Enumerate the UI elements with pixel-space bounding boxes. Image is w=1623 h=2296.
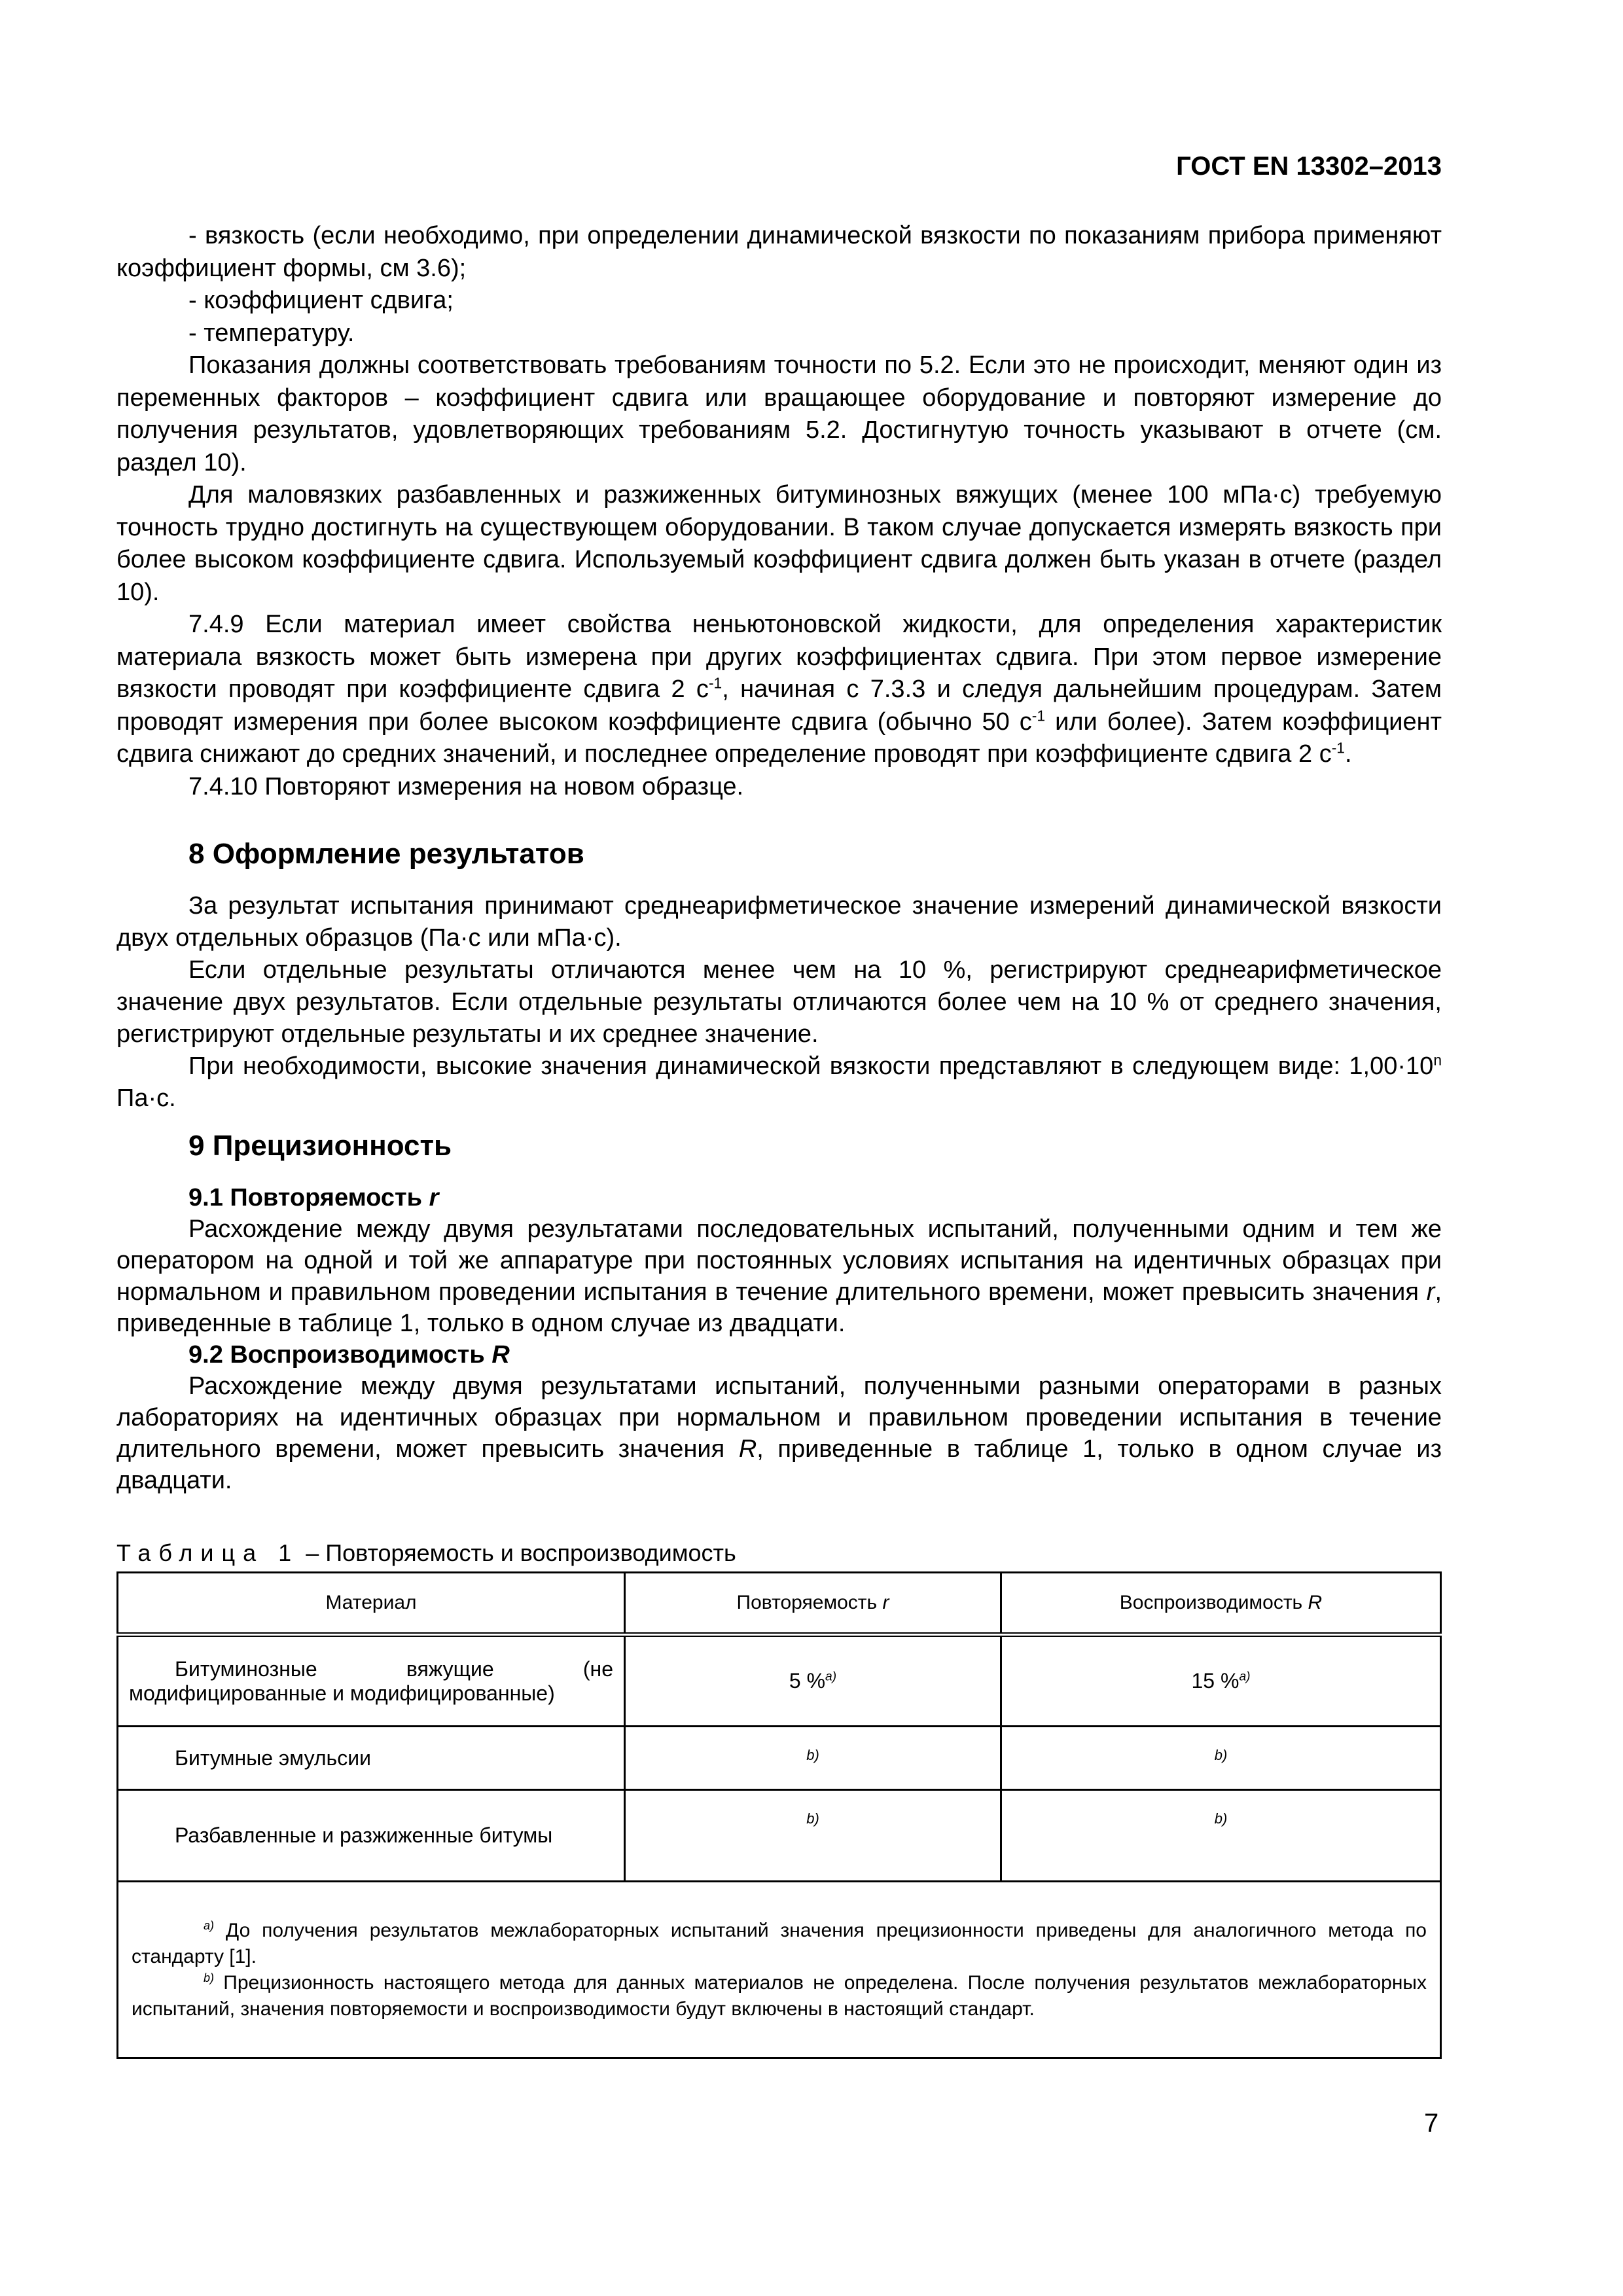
- text: или более). Затем коэффициент сдвига снижают до средних значений, и последнее определение проводят при коэффициенте сдвига 2 с: [116, 708, 1442, 768]
- page-number: 7: [1424, 2109, 1439, 2138]
- header-repeatability: [625, 1573, 1001, 1635]
- paragraph: [116, 1050, 1442, 1115]
- text: 9.2 Воспроизводимость: [188, 1341, 492, 1369]
- table-footnotes: [118, 1882, 1441, 2058]
- text: Расхождение между двумя результатами последовательных испытаний, полученными одним и тем же оператором на одной и той же аппаратуре при постоянных условиях испытания на идентичных образцах при нормальном и правильном проведении испытания в течение длительного времени, может превысить значения: [116, 1215, 1442, 1306]
- cell-material: Битуминозные вяжущие (не модифицированные и модифицированные): [118, 1635, 625, 1727]
- document-header: ГОСТ EN 13302–2013: [1176, 152, 1442, 181]
- cell-repeatability: b): [625, 1727, 1001, 1790]
- table-header-row: [118, 1573, 1441, 1635]
- header-material: Материал: [118, 1573, 625, 1635]
- text: 9.1 Повторяемость: [188, 1184, 429, 1211]
- cell-reproducibility: [1001, 1635, 1441, 1727]
- symbol: R: [738, 1435, 757, 1463]
- paragraph: - коэффициент сдвига;: [188, 287, 454, 314]
- table-row: [118, 1635, 1441, 1727]
- text: 15 %: [1191, 1669, 1240, 1693]
- text: , начиная с 7.3.3 и следуя дальнейшим процедурам. Затем проводят измерения при более высоком коэффициенте сдвига (обычно 50 с: [116, 675, 1442, 736]
- cell-repeatability: b): [625, 1790, 1001, 1882]
- symbol: r: [882, 1592, 889, 1613]
- cell-reproducibility: b): [1001, 1727, 1441, 1790]
- text: Расхождение между двумя результатами испытаний, полученными разными операторами в разных лабораториях на идентичных образцах при нормальном и правильном проведении испытания в течение длительного времени, может превысить значения: [116, 1372, 1442, 1463]
- footnote-mark: a): [825, 1670, 837, 1684]
- footnote-b: [132, 1970, 1427, 2022]
- table-row: [118, 1790, 1441, 1882]
- text: Повторяемость: [736, 1592, 883, 1613]
- section-8-heading: 8 Оформление результатов: [188, 838, 584, 870]
- text: При необходимости, высокие значения динамической вязкости представляют в следующем виде: 1,00·10: [188, 1052, 1434, 1080]
- symbol: r: [1426, 1278, 1435, 1306]
- text: Воспроизводимость: [1119, 1592, 1308, 1613]
- symbol: R: [1308, 1592, 1323, 1613]
- section-9-body: [116, 1182, 1442, 1496]
- symbol: r: [429, 1184, 439, 1211]
- paragraph: Для маловязких разбавленных и разжиженных битуминозных вяжущих (менее 100 мПа·с) требуемую точность трудно достигнуть на существующем оборудовании. В таком случае допускается измерять вязкость при более высоком коэффициенте сдвига. Используемый коэффициент сдвига должен быть указан в отчете (раздел 10).: [116, 481, 1442, 606]
- paragraph: - вязкость (если необходимо, при определении динамической вязкости по показаниям прибора применяют коэффициент формы, см 3.6);: [116, 222, 1442, 282]
- section-8-body: [116, 890, 1442, 1115]
- text: Па·с.: [116, 1085, 176, 1112]
- cell-reproducibility: b): [1001, 1790, 1441, 1882]
- table-footnotes-row: [118, 1882, 1441, 2058]
- paragraph-7-4-10: 7.4.10 Повторяют измерения на новом образце.: [188, 772, 744, 800]
- superscript: -1: [1031, 706, 1046, 724]
- cell-material: Разбавленные и разжиженные битумы: [118, 1790, 625, 1882]
- footnote-a: [132, 1918, 1427, 1970]
- paragraph: За результат испытания принимают среднеарифметическое значение измерений динамической вязкости двух отдельных образцов (Па·с или мПа·с).: [116, 892, 1442, 952]
- paragraph: Если отдельные результаты отличаются менее чем на 10 %, регистрируют среднеарифметическое значение двух результатов. Если отдельные результаты отличаются более чем на 10 % от среднего значения, регистрируют отдельные результаты и их среднее значение.: [116, 956, 1442, 1048]
- subsection-9-2-heading: [116, 1339, 1442, 1371]
- superscript: n: [1433, 1051, 1442, 1069]
- section-9-heading: 9 Прецизионность: [188, 1130, 452, 1162]
- paragraph: - температуру.: [188, 319, 355, 347]
- text: 7.4.9 Если материал имеет свойства неньютоновской жидкости, для определения характеристик материала вязкость может быть измерена при других коэффициентах сдвига. При этом первое измерение вязкости проводят при коэффициенте сдвига 2 с: [116, 611, 1442, 703]
- paragraph: [116, 1371, 1442, 1496]
- table-label: Таблица 1: [116, 1539, 300, 1566]
- table-row: [118, 1727, 1441, 1790]
- footnote-mark: a): [1239, 1670, 1251, 1684]
- text: , приведенные в таблице 1, только в одном случае из двадцати.: [116, 1435, 1442, 1494]
- cell-repeatability: [625, 1635, 1001, 1727]
- footnote-text: Прецизионность настоящего метода для данных материалов не определена. После получения результатов межлабораторных испытаний, значения повторяемости и воспроизводимости будут включены в настоящий стандарт.: [132, 1971, 1427, 2020]
- footnote-mark: a): [204, 1918, 215, 1932]
- footnote-text: До получения результатов межлабораторных испытаний значения прецизионности приведены для аналогичного метода по стандарту [1].: [132, 1919, 1427, 1967]
- header-reproducibility: [1001, 1573, 1441, 1635]
- precision-table: [116, 1571, 1442, 2059]
- paragraph: [116, 1213, 1442, 1339]
- cell-material: Битумные эмульсии: [118, 1727, 625, 1790]
- text: , приведенные в таблице 1, только в одном случае из двадцати.: [116, 1278, 1442, 1337]
- paragraph: Показания должны соответствовать требованиям точности по 5.2. Если это не происходит, меняют один из переменных факторов – коэффициент сдвига или вращающее оборудование и повторяют измерение до получения результатов, удовлетворяющих требованиям 5.2. Достигнутую точность указывают в отчете (см. раздел 10).: [116, 351, 1442, 476]
- section-7-continuation: [116, 220, 1442, 803]
- subsection-9-1-heading: [116, 1182, 1442, 1213]
- paragraph-7-4-9: [116, 609, 1442, 771]
- superscript: -1: [1331, 739, 1345, 757]
- table-caption: [116, 1539, 736, 1567]
- superscript: -1: [708, 674, 722, 692]
- footnote-mark: b): [204, 1971, 215, 1984]
- text: .: [1344, 740, 1352, 768]
- symbol: R: [491, 1341, 510, 1369]
- text: 5 %: [789, 1669, 826, 1693]
- table-title: – Повторяемость и воспроизводимость: [299, 1539, 736, 1566]
